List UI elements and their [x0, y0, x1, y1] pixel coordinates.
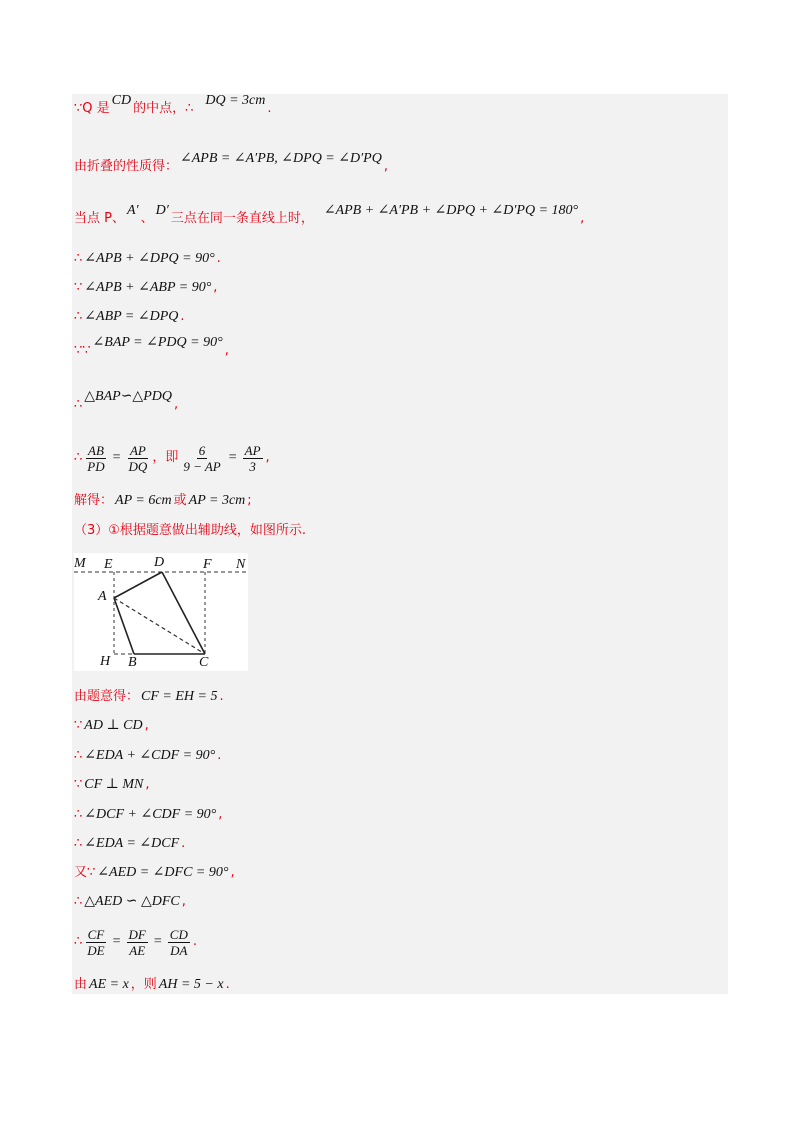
text: ∴	[74, 807, 83, 822]
math: ∠ABP = ∠DPQ	[84, 309, 179, 324]
text: ∴	[74, 894, 83, 909]
line-aed-dfc-right	[74, 864, 235, 882]
diagonal-ac	[114, 598, 205, 654]
line-eda-eq-dcf	[74, 835, 185, 853]
line-dcf-sum	[74, 806, 222, 824]
line-solution	[74, 492, 252, 510]
text: .	[216, 251, 221, 266]
text: ∴	[74, 934, 83, 949]
fraction: $\frac{AB}{PD}$	[87, 442, 105, 474]
line-ratio-2	[74, 924, 197, 960]
side-ab	[114, 598, 134, 654]
line-abp-sum	[74, 279, 217, 297]
text: 由题意得：	[74, 689, 140, 704]
text: ∴	[74, 748, 83, 763]
geometry-figure	[74, 553, 248, 671]
text: 解得：	[74, 493, 114, 508]
side-dc	[162, 572, 205, 654]
text: ，即	[152, 450, 179, 465]
text: .	[180, 309, 185, 324]
text: 由	[74, 977, 88, 992]
fraction: $\frac{6}{9 - AP}$	[183, 442, 221, 474]
text: ，则	[130, 977, 157, 992]
math: ∠EDA + ∠CDF = 90°	[84, 748, 216, 763]
math: AP = 6cm	[115, 493, 172, 508]
text: 由折叠的性质得：	[74, 159, 179, 174]
fraction: $\frac{DF}{AE}$	[128, 926, 146, 958]
text: ;	[247, 493, 252, 508]
line-aed-similar	[74, 893, 186, 911]
math: ∠BAP = ∠PDQ = 90°	[92, 335, 223, 350]
line-ad-perp	[74, 717, 149, 735]
equals: =	[228, 450, 237, 465]
text: ∴	[74, 397, 83, 412]
math: DQ = 3cm	[205, 93, 266, 108]
text: ∴	[74, 309, 83, 324]
label-e: E	[104, 557, 113, 572]
text: 当点 P、	[74, 211, 125, 226]
label-a: A	[98, 589, 107, 604]
math: CF = EH = 5	[141, 689, 218, 704]
geometry-svg	[74, 553, 248, 671]
math: ∠APB = ∠A′PB, ∠DPQ = ∠D′PQ	[180, 151, 382, 166]
text: ,	[145, 777, 150, 792]
text: .	[225, 977, 230, 992]
fraction: $\frac{CF}{DE}$	[87, 926, 105, 958]
line-let-ae-x	[74, 976, 230, 994]
equals: =	[153, 934, 162, 949]
line-abp-eq-dpq	[74, 308, 185, 326]
text: ∴	[74, 450, 83, 465]
math: AE = x	[89, 977, 129, 992]
math: CD	[111, 93, 132, 108]
label-n: N	[236, 557, 246, 572]
math: △BAP∽△PDQ	[84, 389, 172, 404]
math: ∠EDA = ∠DCF	[84, 836, 180, 851]
text: ∵Q 是	[74, 101, 110, 116]
text: ,	[580, 211, 585, 226]
text: ∴	[74, 251, 83, 266]
text: ,	[173, 397, 179, 412]
text: ∵	[74, 280, 83, 295]
text: ,	[265, 450, 270, 465]
text: （3）①根据题意做出辅助线，如图所示.	[74, 523, 307, 538]
text: ∵∵	[74, 343, 91, 358]
math: AP = 3cm	[188, 493, 246, 508]
label-b: B	[128, 655, 137, 670]
line-folding-property	[74, 151, 388, 176]
text: .	[217, 748, 222, 763]
label-m: M	[74, 556, 86, 571]
line-sum-90	[74, 250, 221, 268]
text: .	[219, 689, 224, 704]
fraction: $\frac{AP}{3}$	[244, 442, 261, 474]
fraction: $\frac{AP}{DQ}$	[128, 442, 148, 474]
text: ,	[224, 343, 229, 358]
text: ,	[230, 865, 235, 880]
math: AH = 5 − x	[158, 977, 224, 992]
side-ad	[114, 572, 162, 598]
text: ,	[218, 807, 223, 822]
label-h: H	[100, 654, 111, 669]
line-cf-perp	[74, 776, 149, 794]
equals: =	[112, 934, 121, 949]
text: 或	[173, 493, 187, 508]
text: 的中点，∴	[133, 101, 194, 116]
text: ∴	[74, 836, 83, 851]
label-c: C	[199, 655, 209, 670]
text: ,	[144, 718, 149, 733]
text: ∵	[74, 718, 83, 733]
line-part3-heading	[74, 522, 306, 540]
math: ∠APB + ∠DPQ = 90°	[84, 251, 215, 266]
line-q-midpoint	[74, 93, 272, 118]
math: AD ⊥ CD	[84, 718, 143, 733]
math: ∠AED = ∠DFC = 90°	[97, 865, 229, 880]
math: ∠DCF + ∠CDF = 90°	[84, 807, 217, 822]
math: ∠APB + ∠ABP = 90°	[84, 280, 212, 295]
math: ∠APB + ∠A′PB + ∠DPQ + ∠D′PQ = 180°	[323, 203, 579, 218]
text: ,	[181, 894, 186, 909]
line-eda-sum	[74, 747, 221, 765]
text: 又∵	[74, 865, 96, 880]
label-f: F	[203, 557, 212, 572]
line-right-angles	[74, 335, 229, 360]
text: ,	[213, 280, 218, 295]
text: .	[181, 836, 186, 851]
line-similar-triangles	[74, 389, 179, 414]
equals: =	[112, 450, 121, 465]
line-collinear-condition	[74, 203, 585, 228]
math: D′	[155, 203, 169, 218]
line-ratio	[74, 440, 270, 476]
text: .	[192, 934, 197, 949]
solution-panel	[72, 94, 728, 994]
text: ,	[383, 159, 388, 174]
line-cf-eh	[74, 688, 224, 706]
text: ∵	[74, 777, 83, 792]
math: A′	[126, 203, 139, 218]
math: △AED ∽ △DFC	[84, 894, 180, 909]
label-d: D	[154, 555, 165, 570]
text: .	[267, 101, 272, 116]
text: 、	[140, 211, 154, 226]
math: CF ⊥ MN	[84, 777, 144, 792]
fraction: $\frac{CD}{DA}$	[169, 926, 188, 958]
text: 三点在同一条直线上时，	[170, 211, 314, 226]
